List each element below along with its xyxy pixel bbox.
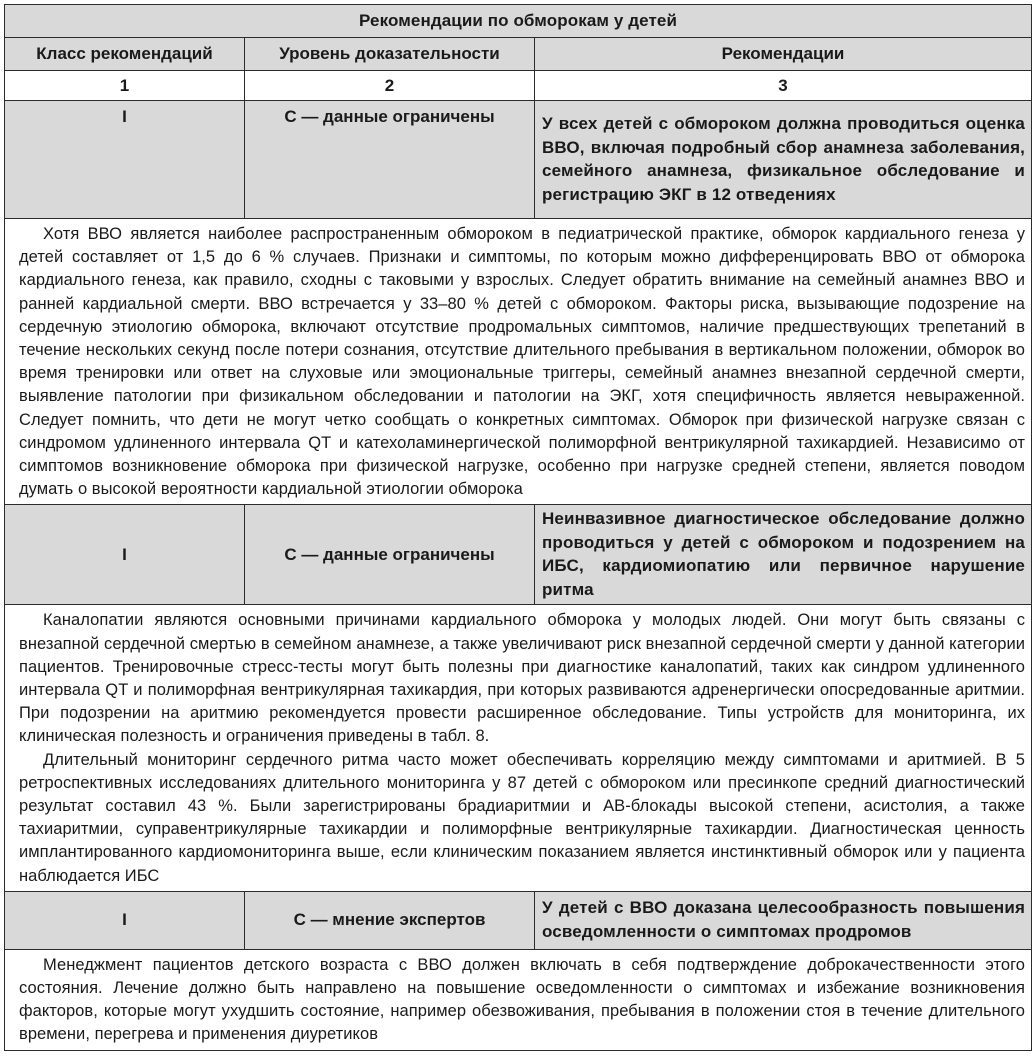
comment-row — [5, 949, 1032, 1050]
recommendation-class: I — [5, 891, 245, 949]
evidence-level: С — данные ограничены — [245, 505, 535, 605]
recommendation-row — [5, 891, 1032, 949]
comment-cell — [5, 219, 1032, 505]
recommendation-row — [5, 101, 1032, 219]
header-class: Класс рекомендаций — [5, 38, 245, 71]
table-title-row — [5, 5, 1032, 38]
column-number: 3 — [535, 71, 1032, 101]
recommendations-table — [4, 4, 1032, 1051]
comment-paragraph: Менеджмент пациентов детского возраста с ВВО должен включать в себя подтверждение доброкачественности этого состояния. Лечение должно быть направлено на повышение осведомленности о симптомах и избежание возникновения факторов, которые могут ухудшить состояние, например обезвоживания, пребывания в положении стоя в течение длительного времени, перегрева и применения диуретиков — [19, 955, 1026, 1044]
evidence-level: С — мнение экспертов — [245, 891, 535, 949]
comment-paragraph: Каналопатии являются основными причинами кардиального обморока у молодых людей. Они могут быть связаны с внезапной сердечной смертью в семейном анамнезе, а также увеличивают риск внезапной сердечной смерти у данной категории пациентов. Тренировочные стресс-тесты могут быть полезны при диагностике каналопатий, таких как синдром удлиненного интервала QT и полиморфная вентрикулярная тахикардия, при которых развиваются адренергически опосредованные аритмии. При подозрении на аритмию рекомендуется провести расширенное обследование. Типы устройств для мониторинга, их клиническая полезность и ограничения приведены в табл. 8. — [19, 611, 1026, 746]
recommendation-class: I — [5, 101, 245, 219]
recommendation-document — [4, 4, 1031, 1051]
comment-cell — [5, 605, 1032, 891]
column-number-row — [5, 71, 1032, 101]
recommendation-text: Неинвазивное диагностическое обследование должно проводиться у детей с обмороком и подозрением на ИБС, кардиомиопатию или первичное нарушение ритма — [535, 505, 1032, 605]
recommendation-text: У всех детей с обмороком должна проводиться оценка ВВО, включая подробный сбор анамнеза заболевания, семейного анамнеза, физикальное обследование и регистрацию ЭКГ в 12 отведениях — [535, 101, 1032, 219]
table-header-row — [5, 38, 1032, 71]
recommendation-class: I — [5, 505, 245, 605]
comment-paragraph: Хотя ВВО является наиболее распространенным обмороком в педиатрической практике, обморок кардиального генеза у детей составляет от 1,5 до 6 % случаев. Признаки и симптомы, по которым можно дифференцировать ВВО от обморока кардиального генеза, как правило, сходны с таковыми у взрослых. Следует обратить внимание на семейный анамнез ВВО и ранней кардиальной смерти. ВВО встречается у 33–80 % детей с обмороком. Факторы риска, вызывающие подозрение на сердечную этиологию обморока, включают отсутствие продромальных симптомов, наличие предшествующих трепетаний в течение нескольких секунд после потери сознания, отсутствие длительного пребывания в вертикальном положении, обморок во время тренировки или ответ на слуховые или эмоциональные триггеры, семейный анамнез внезапной сердечной смерти, выявление патологии при физикальном обследовании и патологии на ЭКГ, хотя специфичность является невыраженной. Следует помнить, что дети не могут четко сообщать о конкретных симптомах. Обморок при физической нагрузке связан с синдромом удлиненного интервала QT и катехоламинергической полиморфной вентрикулярной тахикардией. Независимо от симптомов возникновение обморока при физической нагрузке, особенно при нагрузке средней степени, является поводом думать о высокой вероятности кардиальной этиологии обморока — [19, 225, 1026, 499]
comment-row — [5, 605, 1032, 891]
comment-row — [5, 219, 1032, 505]
comment-cell — [5, 949, 1032, 1050]
table-title: Рекомендации по обморокам у детей — [5, 5, 1032, 38]
comment-paragraph: Длительный мониторинг сердечного ритма часто может обеспечивать корреляцию между симптомами и аритмией. В 5 ретроспективных исследованиях длительного мониторинга у 87 детей с обмороком или пресинкопе средний диагностический результат составил 43 %. Были зарегистрированы брадиаритмии и АВ-блокады высокой степени, асистолия, а также тахиаритмии, суправентрикулярные тахикардии и полиморфные вентрикулярные тахикардии. Диагностическая ценность имплантированного кардиомониторинга выше, если клиническим показанием является инстинктивный обморок или у пациента наблюдается ИБС — [19, 750, 1026, 885]
header-level: Уровень доказательности — [245, 38, 535, 71]
evidence-level: С — данные ограничены — [245, 101, 535, 219]
column-number: 2 — [245, 71, 535, 101]
column-number: 1 — [5, 71, 245, 101]
recommendation-row — [5, 505, 1032, 605]
recommendation-text: У детей с ВВО доказана целесообразность повышения осведомленности о симптомах продромов — [535, 891, 1032, 949]
header-recommendations: Рекомендации — [535, 38, 1032, 71]
